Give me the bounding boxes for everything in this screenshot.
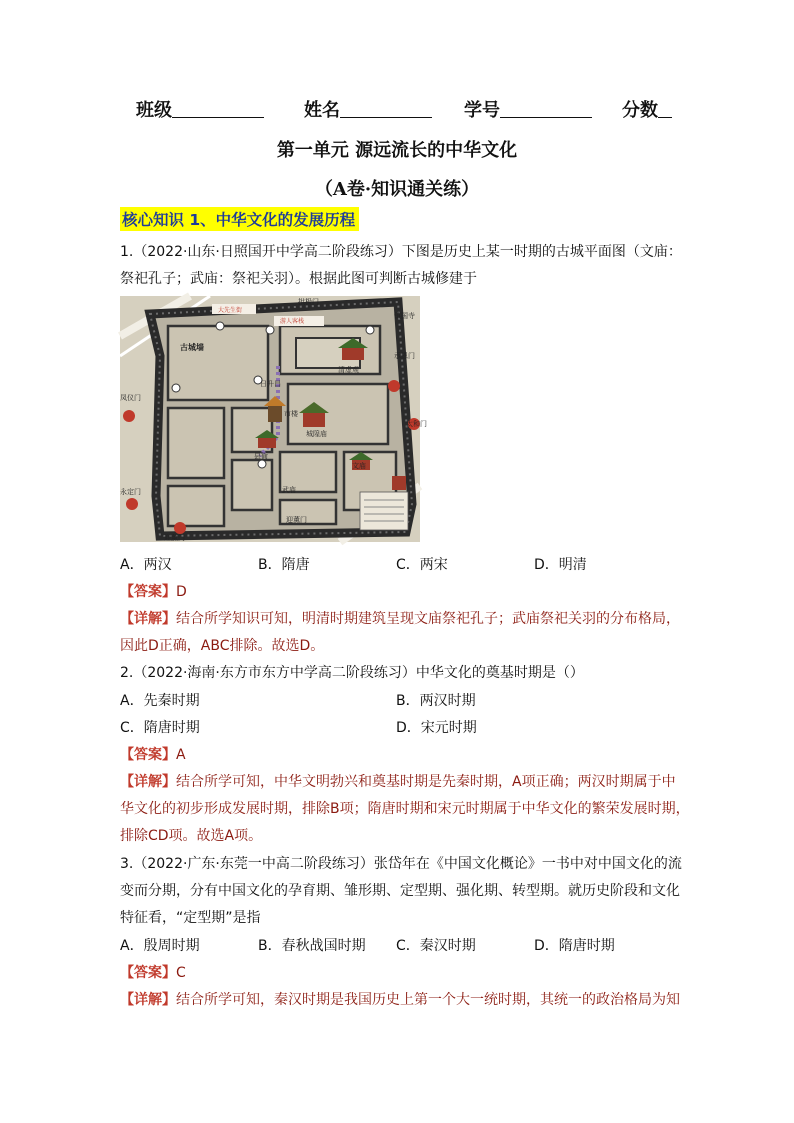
map-label-wenmiao: 文庙 [352, 462, 366, 470]
q1-option-a[interactable]: A．两汉 [120, 557, 172, 573]
q2-answer-value: A [176, 747, 186, 763]
q2-detail-line-2: 华文化的初步形成发展时期，排除B项；隋唐时期和宋元时期属于中华文化的繁荣发展时期， [120, 801, 690, 817]
q2-answer-tag: 【答案】 [120, 747, 176, 763]
map-label-market: 市楼 [284, 410, 298, 418]
q1-option-c[interactable]: C．两宋 [396, 557, 448, 573]
q2-detail-line-1: 【详解】结合所学可知，中华文明勃兴和奠基时期是先秦时期，A项正确；两汉时期属于中 [120, 774, 676, 790]
unit-title: 第一单元 源远流长的中华文化 [276, 140, 518, 161]
q3-answer-value: C [176, 965, 186, 981]
q1-detail-tag: 【详解】 [120, 611, 176, 627]
q3-stem-line-2: 变而分期，分有中国文化的孕育期、雏形期、定型期、强化期、转型期。就历史阶段和文化 [120, 883, 680, 899]
map-label-north-gate: 拱极门 [298, 298, 319, 306]
city-map-illustration [120, 296, 427, 542]
student-id-blank[interactable] [500, 99, 592, 118]
map-label-wumiao: 武庙 [282, 486, 296, 494]
map-label-chenghuang: 城隍庙 [306, 430, 327, 438]
map-label-lower-gate: 迎薰门 [164, 534, 185, 542]
q2-detail-line-3: 排除CD项。故选A项。 [120, 828, 263, 844]
name-field[interactable]: 姓名 [304, 96, 432, 122]
q3-option-a[interactable]: A．殷周时期 [120, 938, 200, 954]
q2-stem: 2.（2022·海南·东方市东方中学高二阶段练习）中华文化的奠基时期是（） [120, 665, 584, 681]
map-label-east-gate: 承恩门 [394, 352, 415, 360]
map-label-rishengchang: 日升昌 [260, 380, 281, 388]
q2-answer [120, 744, 186, 764]
student-id-field[interactable]: 学号 [464, 96, 592, 122]
map-label-east2: 太和门 [406, 420, 427, 428]
q1-answer-tag: 【答案】 [120, 584, 176, 600]
map-label-tourist: 游人客栈 [280, 318, 305, 325]
q1-option-b[interactable]: B．隋唐 [258, 557, 310, 573]
student-info-line [0, 96, 794, 124]
class-field[interactable]: 班级 [136, 96, 264, 122]
map-label-old-wall: 古城墙 [180, 343, 204, 352]
q2-detail-tag: 【详解】 [120, 774, 176, 790]
section-heading: 核心知识 1、中华文化的发展历程 [120, 207, 359, 231]
q1-detail-line-1: 【详解】结合所学知识可知，明清时期建筑呈现文庙祭祀孔子；武庙祭祀关羽的分布格局， [120, 611, 680, 627]
map-label-temple-ne: 镇国寺 [394, 312, 415, 320]
q1-detail-line-2: 因此D正确，ABC排除。故选D。 [120, 638, 325, 654]
q3-detail-tag: 【详解】 [120, 992, 176, 1008]
q1-answer [120, 581, 187, 601]
unit-subtitle: （A卷·知识通关练） [314, 179, 480, 200]
q3-option-b[interactable]: B．春秋战国时期 [258, 938, 366, 954]
q1-answer-value: D [176, 584, 187, 600]
q1-stem-line-1: 1.（2022·山东·日照国开中学高二阶段练习）下图是历史上某一时期的古城平面图（文庙： [120, 244, 682, 260]
q3-option-c[interactable]: C．秦汉时期 [396, 938, 476, 954]
class-blank[interactable] [172, 99, 264, 118]
map-label-sw-gate: 永定门 [120, 488, 141, 496]
q3-detail-line-1: 【详解】结合所学可知，秦汉时期是我国历史上第一个大一统时期，其统一的政治格局为知 [120, 992, 680, 1008]
map-label-yamen: 县衙 [254, 452, 268, 460]
map-label-south-gate: 迎薰门 [286, 516, 307, 524]
q3-stem-line-1: 3.（2022·广东·东莞一中高二阶段练习）张岱年在《中国文化概论》一书中对中国文化的流 [120, 856, 682, 872]
q2-option-b[interactable]: B．两汉时期 [396, 693, 476, 709]
q3-answer [120, 962, 186, 982]
q2-option-c[interactable]: C．隋唐时期 [120, 720, 200, 736]
map-label-pudu: 清虚观 [338, 366, 359, 374]
q3-option-d[interactable]: D．隋唐时期 [534, 938, 615, 954]
q1-stem-line-2: 祭祀孔子；武庙：祭祀关羽）。根据此图可判断古城修建于 [120, 271, 477, 287]
ancient-city-map [120, 296, 427, 542]
q2-option-d[interactable]: D．宋元时期 [396, 720, 477, 736]
q1-option-d[interactable]: D．明清 [534, 557, 587, 573]
q2-option-a[interactable]: A．先秦时期 [120, 693, 200, 709]
score-field[interactable]: 分数 [622, 96, 672, 122]
name-blank[interactable] [340, 99, 432, 118]
map-label-west-gate: 凤仪门 [120, 394, 141, 402]
q3-answer-tag: 【答案】 [120, 965, 176, 981]
q3-stem-line-3: 特征看，“定型期”是指 [120, 910, 261, 926]
map-label-daxian: 大先生街 [218, 307, 243, 314]
score-blank[interactable] [658, 99, 672, 118]
